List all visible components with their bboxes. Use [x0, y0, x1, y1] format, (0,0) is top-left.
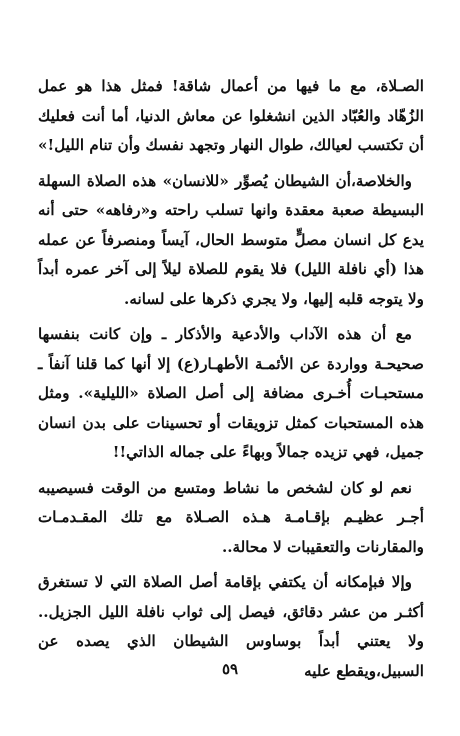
- paragraph-1: الصـلاة، مع ما فيها من أعمال شاقة! فمثل هذا هو عمل الزُهّاد والعُبّاد الذين انشغلوا عن معاش الدنيا، أما أنت فعليك أن تكتسب لعيالك، طوال النهار وتجهد نفسك وأن تنام الليل!»: [38, 77, 424, 154]
- body-text: [38, 72, 424, 692]
- paragraph-3: مع أن هذه الآداب والأدعية والأذكار ـ وإن كانت بنفسها صحيحـة وواردة عن الأئمـة الأطهـار(ع) إلا أنها كما قلنا آنفاً ـ مستحبـات أُخـرى مضافة إلى أصل الصلاة «الليلية». ومثل هذه المستحبات كمثل تزويقات أو تحسينات على بدن انسان جميل، فهي تزيده جمالاً وبهاءً على جماله الذاتي!!: [38, 325, 424, 461]
- paragraph-4: نعم لو كان لشخص ما نشاط ومتسع من الوقت فسيصيبه أجـر عظيـم بإقـامـة هـذه الصـلاة مع تلك المقـدمـات والمقارنات والتعقيبات لا محالة..: [38, 478, 424, 556]
- paragraph-2: والخلاصة،أن الشيطان يُصوِّر «للانسان» هذه الصلاة السهلة البسيطة صعبة معقدة وانها تسلب راحته و«رفاهه» حتى أنه يدع كل انسان مصلٍّ متوسط الحال، آيساً ومنصرفاً عن عمله هذا (أي نافلة الليل) فلا يقوم للصلاة ليلاً إلى آخر عمره أبداً ولا يتوجه قلبه إليها، ولا يجري ذكرها على لسانه.: [38, 171, 424, 308]
- page-number: ٥٩: [221, 660, 239, 678]
- paragraph-5: وإلا فبإمكانه أن يكتفي بإقامة أصل الصلاة التي لا تستغرق أكثـر من عشر دقائق، فيصل إلى ثواب نافلة الليل الجزيل.. ولا يعتني أبداً بوساوس الشيطان الذي يصده عن السبيل،ويقطع عليه: [38, 573, 424, 680]
